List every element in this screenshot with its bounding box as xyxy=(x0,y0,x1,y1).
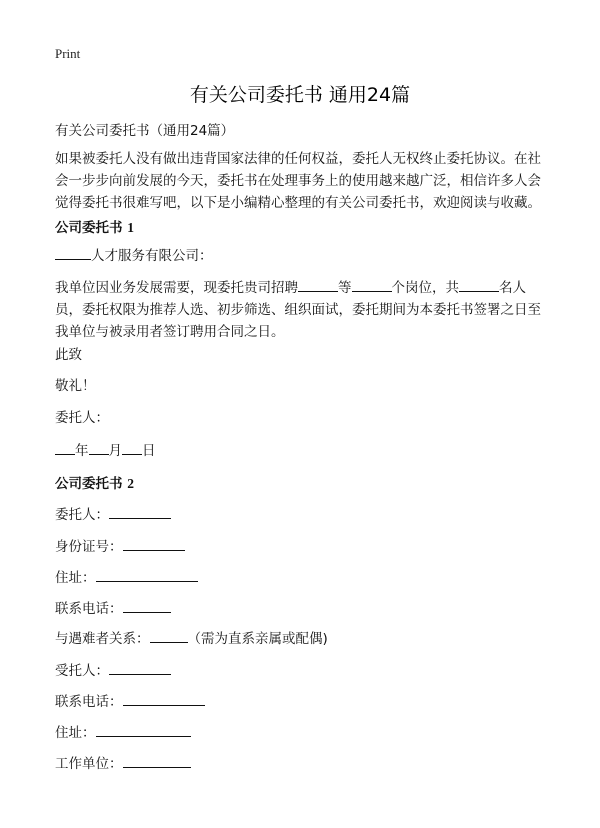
blank-field xyxy=(109,660,171,675)
work-unit-field xyxy=(55,753,191,774)
phone-field xyxy=(55,598,171,619)
blank-field xyxy=(122,440,142,455)
date-line xyxy=(55,440,156,461)
address-field xyxy=(55,567,198,588)
agent-label: 受托人： xyxy=(55,663,109,679)
principal-label: 委托人： xyxy=(55,507,109,523)
addressee-line xyxy=(55,245,213,266)
relation-note: （需为直系亲属或配偶) xyxy=(187,631,328,647)
phone-label: 联系电话： xyxy=(55,601,123,617)
relation-label: 与遇难者关系： xyxy=(55,631,150,647)
blank-field xyxy=(459,277,499,292)
agent-phone-label: 联系电话： xyxy=(55,694,123,710)
salutation-2: 敬礼！ xyxy=(55,378,96,394)
blank-field xyxy=(89,440,109,455)
document-subtitle: 有关公司委托书（通用24篇） xyxy=(55,123,235,139)
date-day-label: 日 xyxy=(142,443,156,459)
intro-paragraph: 如果被委托人没有做出违背国家法律的任何权益，委托人无权终止委托协议。在社会一步步向前发展的今天，委托书在处理事务上的使用越来越广泛，相信许多人会觉得委托书很难写吧，以下是小编精心整理的有关公司委托书，欢迎阅读与收藏。 xyxy=(55,151,541,211)
salutation-1: 此致 xyxy=(55,347,82,363)
date-month-label: 月 xyxy=(108,443,122,459)
section-1-heading xyxy=(55,216,134,236)
id-number-label: 身份证号： xyxy=(55,539,123,555)
blank-field xyxy=(96,722,191,737)
date-year-label: 年 xyxy=(75,443,89,459)
body-text-a: 我单位因业务发展需要，现委托贵司招聘 xyxy=(55,280,298,296)
blank-field xyxy=(55,245,91,260)
blank-field xyxy=(150,628,188,643)
section-1-heading-text: 公司委托书 xyxy=(55,220,123,236)
blank-field xyxy=(96,567,198,582)
blank-field xyxy=(298,277,338,292)
agent-address-label: 住址： xyxy=(55,725,96,741)
print-label: Print xyxy=(55,46,81,61)
signer-label: 委托人： xyxy=(55,410,109,426)
id-number-field xyxy=(55,536,185,557)
blank-field xyxy=(109,504,171,519)
section-2-number: 2 xyxy=(127,476,134,491)
blank-field xyxy=(55,440,75,455)
section-1-body xyxy=(55,277,550,343)
principal-field xyxy=(55,504,171,525)
body-text-c: 个岗位，共 xyxy=(391,280,459,296)
agent-field xyxy=(55,660,171,681)
agent-phone-field xyxy=(55,691,205,712)
blank-field xyxy=(123,536,185,551)
work-unit-label: 工作单位： xyxy=(55,756,123,772)
address-label: 住址： xyxy=(55,570,96,586)
blank-field xyxy=(352,277,392,292)
agent-address-field xyxy=(55,722,191,743)
blank-field xyxy=(123,753,191,768)
body-text-b: 等 xyxy=(338,280,352,296)
blank-field xyxy=(123,691,205,706)
relation-field xyxy=(55,628,328,649)
addressee-text: 人才服务有限公司： xyxy=(91,248,213,264)
body-text-d: 名人员，委托权限为推荐人选、初步筛选、组织面试，委托期间为本委托书签署之日至我单位与被录用者签订聘用合同之日。 xyxy=(55,280,541,340)
section-1-number: 1 xyxy=(127,220,134,235)
blank-field xyxy=(123,598,171,613)
section-2-heading-text: 公司委托书 xyxy=(55,476,123,492)
document-title: 有关公司委托书 通用24篇 xyxy=(189,84,411,106)
section-2-heading xyxy=(55,472,134,492)
